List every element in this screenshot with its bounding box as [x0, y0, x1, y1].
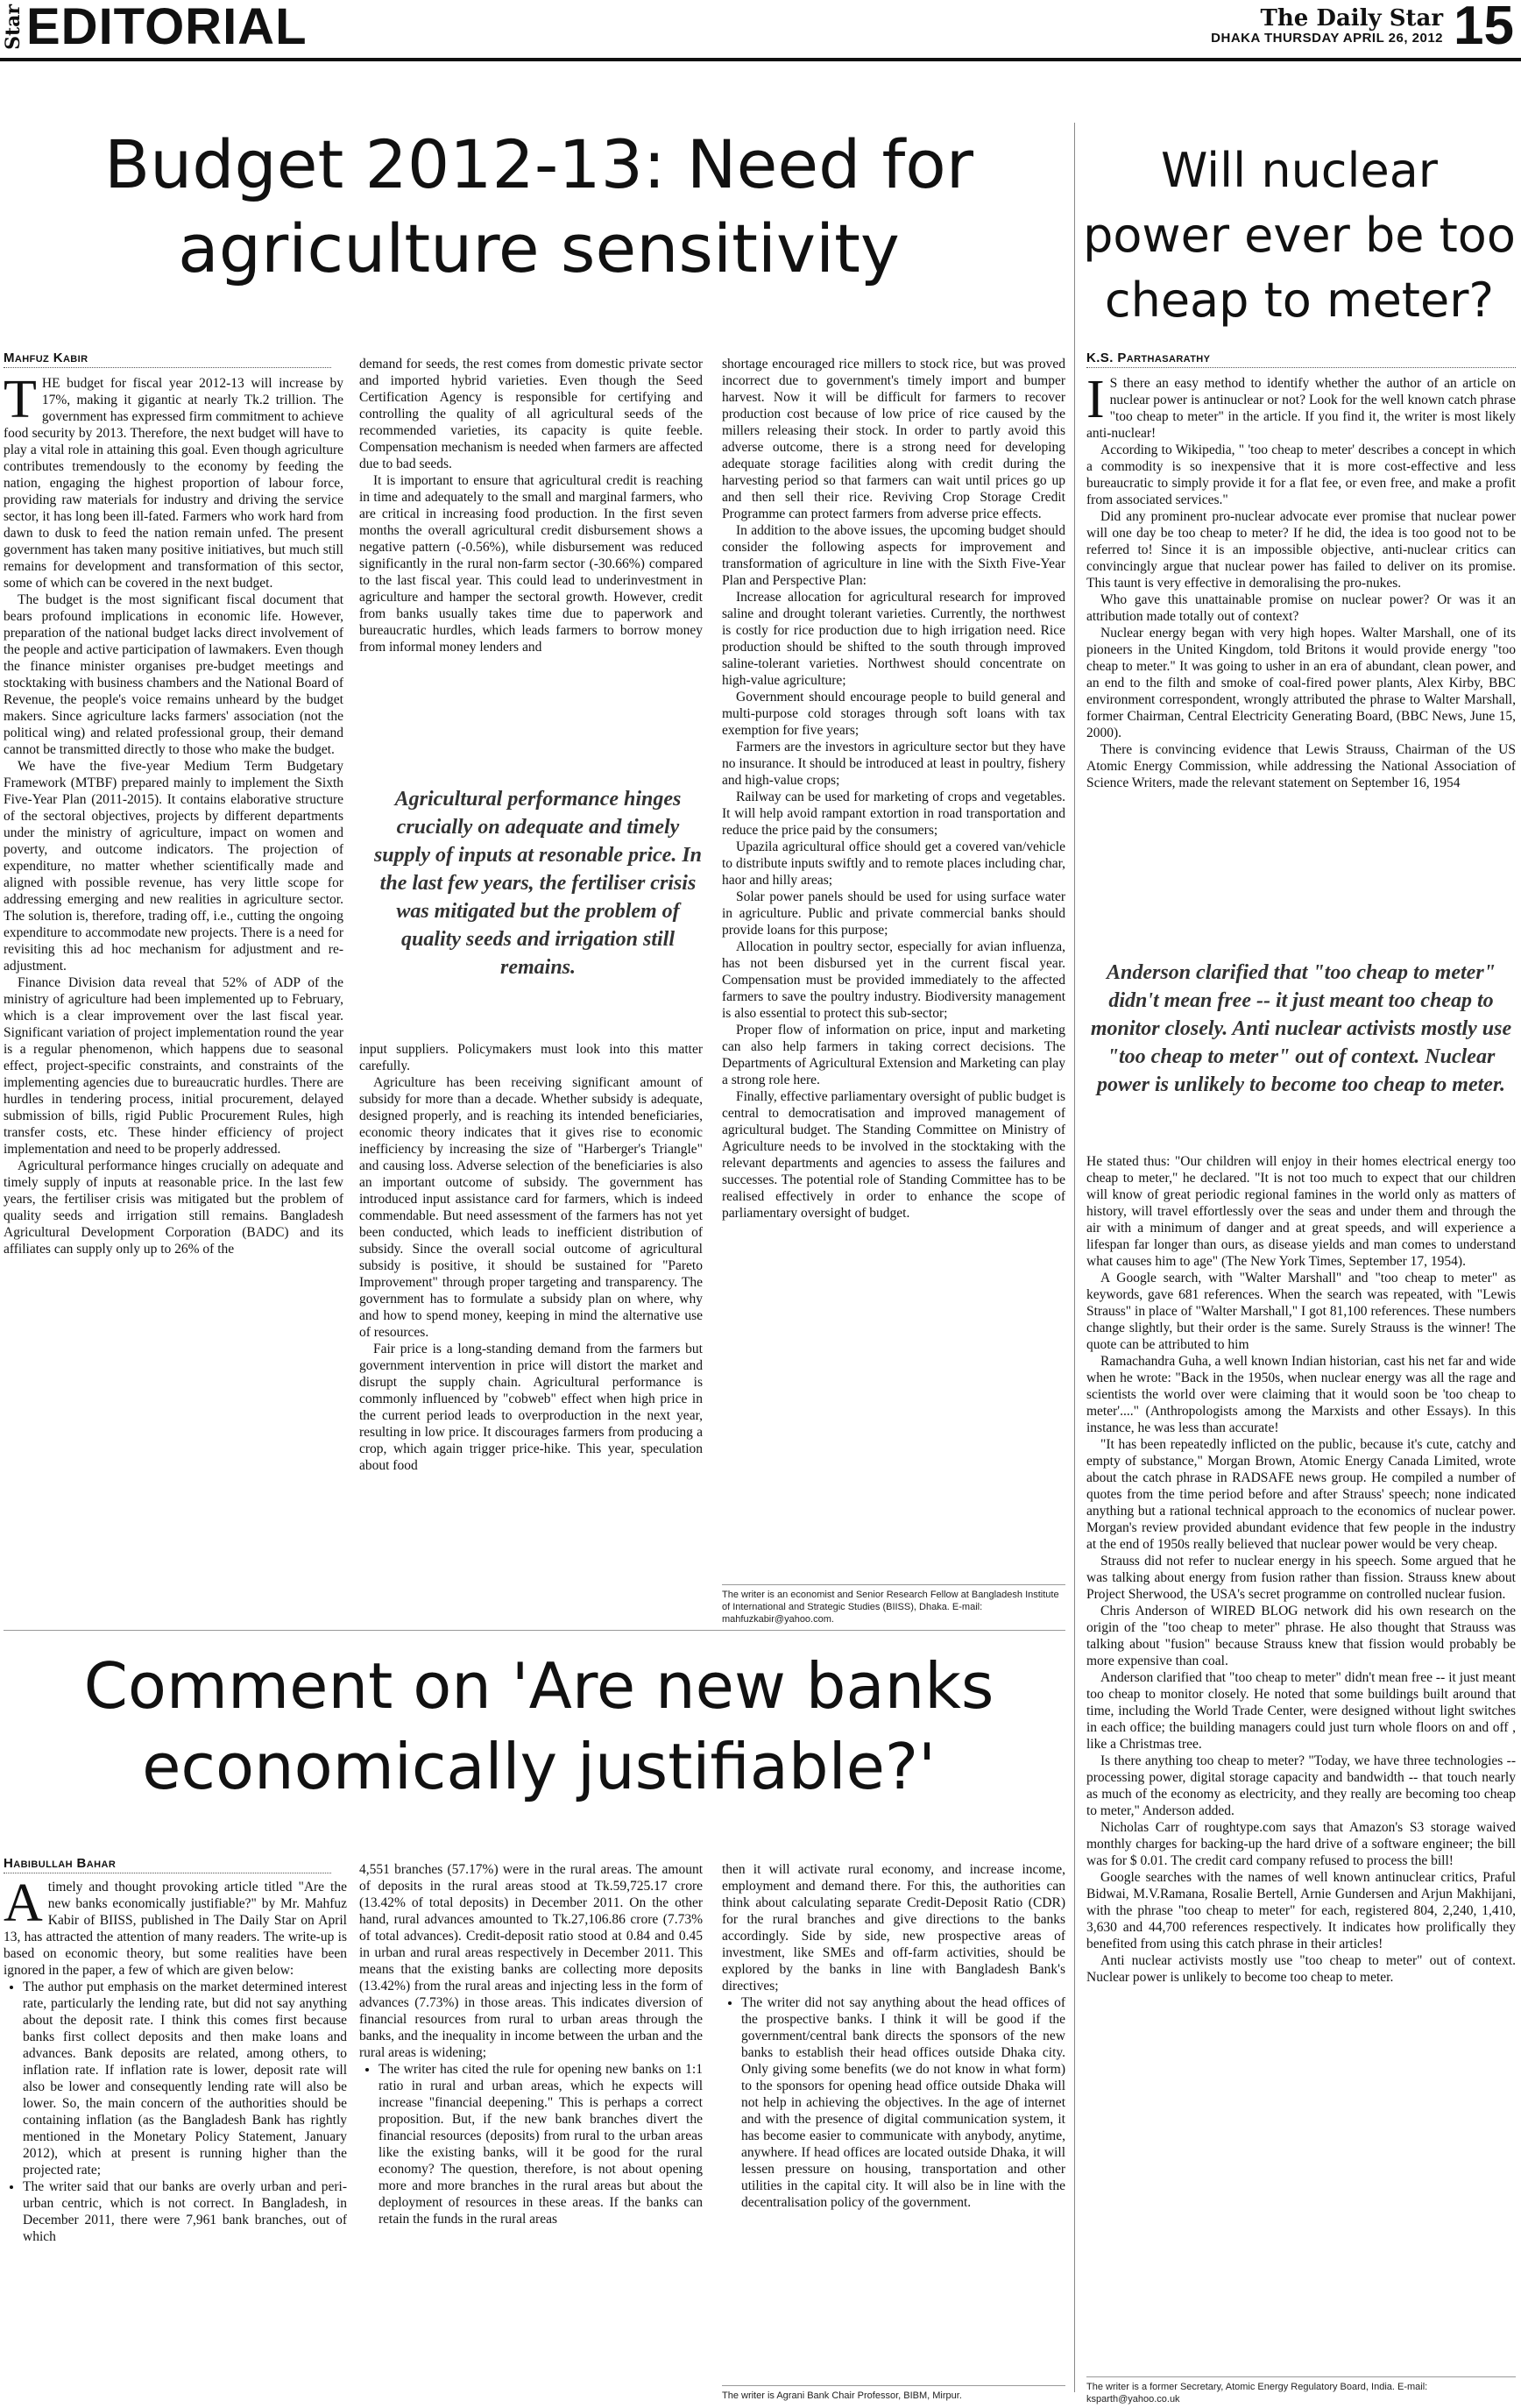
- paragraph: demand for seeds, the rest comes from domestic private sector and imported hybrid varieties. Even though the Seed Certification Agency is responsible for certifying and controlling the quality of all agricultural seeds of the recommended varieties, its capacity is quite feeble. Compensation mechanism is needed when farmers are affected due to bad seeds.: [359, 357, 703, 471]
- paragraph: Allocation in poultry sector, especially for avian influenza, has not been disbursed yet in the current fiscal year. Compensation must be provided immediately to the affected farmers to save the poultry industry. Biodiversity management is also essential to protect this sub-sector;: [722, 939, 1065, 1021]
- column-divider: [1074, 123, 1075, 2392]
- paragraph: 4,551 branches (57.17%) were in the rural areas. The amount of deposits in the rural areas stood at Tk.59,725.17 crore (13.42% of total deposits) in December 2011. On the other hand, rural advances amounted to Tk.27,106.86 crore (7.73% of total advances). Credit-deposit ratio stood at 0.84 and 0.45 in urban and rural areas respectively in December 2011. This means that the existing banks are collecting more deposits (13.42%) from the rural areas and injecting less in the form of advances (7.73%) in those areas. This indicates diversion of financial resources from rural to urban areas through the banks, and the inequality in income between the urban and the rural areas is widening;: [359, 1862, 703, 2060]
- article1-col2-top: [359, 356, 703, 750]
- paragraph: Google searches with the names of well known antinuclear critics, Praful Bidwai, M.V.Ramana, Rosalie Bertell, Arnie Gundersen and Arjun Makhijani, with the phrase "too cheap to meter" for each, registered 804, 2,240, 1,410, 3,630 and 44,700 references respectively. It indicates how prolifically they benefited from using this catch phrase in their articles!: [1086, 1870, 1516, 1951]
- list-item: • The author put emphasis on the market determined interest rate, particularly the lending rate, but did not say anything about the deposit rate. I think this comes first because banks first collect deposits and then make loans and advances. Bank deposits are related, among others, to inflation rate. If inflation rate is lower, deposit rate will also be lower and consequently lending rate will also be lower. So, the main concern of the authorities should be containing inflation (as the Bangladesh Bank has rightly mentioned in the Monetary Policy Statement, January 2012), which at present is running higher than the projected rate;: [23, 1979, 347, 2178]
- paragraph: There is convincing evidence that Lewis Strauss, Chairman of the US Atomic Energy Commission, while addressing the National Association of Science Writers, made the relevant statement on September 16, 1954: [1086, 742, 1516, 790]
- paragraph: A Google search, with "Walter Marshall" and "too cheap to meter" as keywords, gave 681 references. When the search was repeated, with "Lewis Strauss" in place of "Walter Marshall," I got 81,100 references. These numbers change slightly, but their order is the same. Surely Strauss is the winner! The quote can be attributed to him: [1086, 1271, 1516, 1352]
- paragraph: Agricultural performance hinges crucially on adequate and timely supply of inputs at reasonable price. In the last few years, the fertiliser crisis was mitigated but the problem of quality seeds and irrigation still remains. Bangladesh Agricultural Development Corporation (BADC) and its affiliates can supply only up to 26% of the: [4, 1158, 343, 1257]
- paragraph: According to Wikipedia, " 'too cheap to meter' describes a concept in which a commodity is so inexpensive that it is more cost-effective and less bureaucratic to simply provide it for a flat fee, or even free, and make a profit from associated services.": [1086, 443, 1516, 507]
- paragraph: Finance Division data reveal that 52% of ADP of the ministry of agriculture had been implemented up to February, which is a clear improvement over the last fiscal year. Significant variation of project implementation round the year is a regular phenomenon, which happens due to seasonal effect, project-specific constraints, and constraints of the implementing agencies due to bureaucratic hurdles. There are hurdles in tendering process, initial procurement, delayed submission of bills, rigid Public Procurement Rules, high transfer costs, etc. These hinder efficiency of project implementation and need to be properly addressed.: [4, 975, 343, 1157]
- drop-cap: I: [1086, 375, 1105, 429]
- list-item: • The writer did not say anything about the head offices of the prospective banks. I think it will be good if the government/central bank directs the sponsors of the new banks to establish their head offices outside Dhaka city. Only giving some benefits (we do not know in what form) to the sponsors for opening head office outside Dhaka will not help in achieving the objectives. In the age of internet and with the presence of digital communication system, it has become easier to communicate with anybody, anytime, anywhere. If head offices are located outside Dhaka, it will lessen pressure on housing, transportation and other utilities in the capital city. It will also be in line with the decentralisation policy of the government.: [741, 1994, 1065, 2211]
- paragraph: Anti nuclear activists mostly use "too cheap to meter" out of context. Nuclear power is unlikely to become too cheap to meter.: [1086, 1953, 1516, 1985]
- article1-byline: Mahfuz Kabir: [4, 351, 331, 368]
- masthead-right: [1211, 0, 1514, 54]
- bullet-list: [4, 1979, 347, 2245]
- star-logo: Star: [2, 4, 25, 50]
- article1-author-note: The writer is an economist and Senior Research Fellow at Bangladesh Institute of International and Strategic Studies (BIISS), Dhaka. E-mail: mahfuzkabir@yahoo.com.: [722, 1584, 1065, 1625]
- article2-byline: Habibullah Bahar: [4, 1856, 331, 1873]
- paragraph: In addition to the above issues, the upcoming budget should consider the following aspects for improvement and transformation of agriculture in line with the Sixth Five-Year Plan and Perspective Plan:: [722, 523, 1065, 588]
- paragraph: Ramachandra Guha, a well known Indian historian, cast his net far and wide when he wrote: "Back in the 1950s, when nuclear energy was all the rage and scientists the world over were claiming that it would soon be 'too cheap to meter'...." (Anthropologists among the Marxists and other Essays). In this instance, he was less than accurate!: [1086, 1354, 1516, 1435]
- article3-byline: K.S. Parthasarathy: [1086, 351, 1516, 368]
- masthead-rule: [0, 58, 1521, 61]
- paragraph: then it will activate rural economy, and increase income, employment and demand there. For this, the authorities can think about calculating separate Credit-Deposit Ratio (CDR) for the rural branches and give directions to the banks accordingly. Side by side, new prospective areas of investment, like SMEs and off-farm activities, should be explored by the banks in line with Bangladesh Bank's directives;: [722, 1862, 1065, 1994]
- paragraph: Railway can be used for marketing of crops and vegetables. It will help avoid rampant extortion in road transportation and reduce the price paid by the consumers;: [722, 790, 1065, 838]
- article2-headline: Comment on 'Are new banks economically justifiable?': [83, 1649, 994, 1803]
- article2-col1: [4, 1879, 347, 2408]
- article1-headline: Budget 2012-13: Need for agriculture sensitivity: [103, 125, 974, 287]
- paragraph: Did any prominent pro-nuclear advocate ever promise that nuclear power will one day be too cheap to meter? If he did, the idea is too good not to be referred to! Since it is an impossible objective, anti-nuclear critics can convincingly argue that nuclear power has failed to deliver on its promise. This taunt is very effective in demoralising the pro-nukes.: [1086, 509, 1516, 591]
- paragraph: Proper flow of information on price, input and marketing can also help farmers in taking correct decisions. The Departments of Agricultural Extension and Marketing can play a strong role here.: [722, 1023, 1065, 1087]
- article3-headline: Will nuclear power ever be too cheap to meter?: [1083, 143, 1516, 328]
- paragraph: shortage encouraged rice millers to stock rice, but was proved incorrect due to government's timely import and bumper harvest. Now it will be difficult for farmers to recover production cost because of low price of rice caused by the millers releasing their stock. In order to partly avoid this adverse outcome, there is a strong need for developing adequate storage facilities along with credit during the harvesting period so that farmers can wait until prices go up and then sell their rice. Reviving Crop Storage Credit Programme can protect farmers from adverse price effects.: [722, 357, 1065, 521]
- article1-lead-paragraph: THE budget for fiscal year 2012-13 will increase by 17%, making it gigantic at nearly Tk.2 trillion. The government has expressed firm commitment to achieve food security by 2013. Therefore, the next budget will have to play a vital role in attaining this goal. Even though agriculture contributes tremendously to the economy by feeding the nation, engaging the highest proportion of labour force, providing raw materials for industry and driving the service sector, it has long been ill-fated. Farmers who work hard from dawn to dusk to feed the nation remain unfed. The present government has taken many positive initiatives, but much still remains for development and transformation of this sector, some of which can be covered in the next budget.: [4, 375, 343, 591]
- paragraph: Fair price is a long-standing demand from the farmers but government intervention in price will distort the market and disrupt the supply chain. Agricultural performance is commonly influenced by "cobweb" effect when high price in the current period leads to overproduction in the next year, resulting in low price. It discourages farmers from producing a crop, which again trigger price-hike. This year, speculation about food: [359, 1342, 703, 1473]
- article1-pull-quote: Agricultural performance hinges crucially on adequate and timely supply of inputs at resonable price. In the last few years, the fertiliser crisis was mitigated but the problem of quality seeds and irrigation still remains.: [373, 788, 703, 979]
- paper-meta: [1211, 6, 1443, 54]
- paragraph: "It has been repeatedly inflicted on the public, because it's cute, catchy and empty of substance," Morgan Brown, Atomic Energy Canada Limited, wrote about the catch phrase in RADSAFE news group. He compiled a number of quotes from the time period before and after Strauss' speech; none indicated anything but a rational technical approach to the economics of nuclear power. Morgan's review provided abundant evidence that few people in the industry at the end of 1950s really believed that nuclear power would be very cheap.: [1086, 1437, 1516, 1552]
- list-item: • The writer said that our banks are overly urban and peri-urban centric, which is not correct. In Bangladesh, in December 2011, there were 7,961 bank branches, out of which: [23, 2178, 347, 2245]
- article2-author-note: The writer is Agrani Bank Chair Professor, BIBM, Mirpur.: [722, 2385, 1065, 2402]
- bullet-list: [359, 2061, 703, 2227]
- paragraph: It is important to ensure that agricultural credit is reaching in time and adequately to the small and marginal farmers, who are critical in increasing food production. In the first seven months the overall agricultural credit disbursement shows a negative pattern (-0.56%), while disbursement was reduced significantly in the rural non-farm sector (-30.66%) compared to the last fiscal year. This could lead to underinvestment in agriculture and hamper the sectoral growth. However, credit from banks usually takes time due to paperwork and bureaucratic hurdles, which leads farmers to borrow money from informal money lenders and: [359, 473, 703, 655]
- paper-date: DHAKA THURSDAY APRIL 26, 2012: [1211, 31, 1444, 46]
- paragraph: Government should encourage people to build general and multi-purpose cold storages through soft loans with tax exemption for five years;: [722, 690, 1065, 738]
- article-separator: [4, 1630, 1065, 1631]
- page-number: 15: [1454, 0, 1514, 56]
- paragraph: Who gave this unattainable promise on nuclear power? Or was it an attribution made totally out of context?: [1086, 592, 1516, 624]
- paragraph: Nicholas Carr of roughtype.com says that Amazon's S3 storage waived monthly charges for backing-up the hard drive of a software engineer; the bill was for $ 0.01. The credit card company refused to process the bill!: [1086, 1820, 1516, 1868]
- paragraph: Agriculture has been receiving significant amount of subsidy for more than a decade. Whether subsidy is adequate, designed properly, and is reaching its intended beneficiaries, economic theory indicates that it gives rise to economic inefficiency by increasing the size of "Harberger's Triangle" and causing loss. Adverse selection of the beneficiaries is also an important outcome of subsidy. The government has introduced input assistance card for farmers, which is indeed commendable. But need assessment of the farmers has not yet been conducted, which leads to inefficient distribution of subsidy. Since the overall social outcome of agricultural subsidy is positive, it should be sustained for "Pareto Improvement" through proper targeting and transparency. The government has to formulate a subsidy plan on where, why and how to spend money, keeping in mind the alternative use of resources.: [359, 1075, 703, 1340]
- paragraph: We have the five-year Medium Term Budgetary Framework (MTBF) prepared mainly to implement the Sixth Five-Year Plan (2011-2015). It contains elaborative structure of the sectoral objectives, projects by different departments under the ministry of agriculture, impact on women and poverty, and outcome indicators. The projection of expenditure, no matter whether scientifically made and aligned with possible revenue, has very little scope for addressing emerging and new realities in agriculture sector. The solution is, therefore, trading off, i.e., cutting the ongoing expenditure to accommodate new projects. There is a need for revisiting this ad hoc mechanism for adjustment and re-adjustment.: [4, 759, 343, 974]
- article1-col1: [4, 375, 343, 1595]
- article3-col-top: [1086, 375, 1516, 929]
- bullet-list: [722, 1994, 1065, 2211]
- paragraph: The budget is the most significant fiscal document that bears profound implications in economic life. However, preparation of the national budget lacks direct involvement of the people and active participation of lawmakers. Even though the finance minister organises pre-budget meetings and stocktaking with business chambers and the National Board of Revenue, the people's voice remains unheard by the budget makers. Since agriculture lacks farmers' association (not the political wing) and related professional group, their demand cannot be transmitted directly to those who make the budget.: [4, 592, 343, 757]
- paragraph: Chris Anderson of WIRED BLOG network did his own research on the origin of the "too cheap to meter" phrase. He also thought that Strauss was talking about "fusion" because Strauss knew that fission would probably be more expensive than coal.: [1086, 1604, 1516, 1668]
- paragraph: Farmers are the investors in agriculture sector but they have no insurance. It should be introduced at least in poultry, fishery and high-value crops;: [722, 740, 1065, 788]
- paragraph: Increase allocation for agricultural research for improved saline and drought tolerant varieties. Currently, the northwest is costly for rice production due to high irrigation need. Rice production should be shifted to the south through improved saline-tolerant varieties. Northwest should concentrate on high-value agriculture;: [722, 590, 1065, 688]
- paragraph: Anderson clarified that "too cheap to meter" didn't mean free -- it just meant too cheap to monitor closely. He noted that some buildings built around that time, including the World Trade Center, were designed without light switches in each office; the building managers could just turn whole floors on and off , like a Christmas tree.: [1086, 1670, 1516, 1752]
- list-item: • The writer has cited the rule for opening new banks on 1:1 ratio in rural and urban areas, which he expects will increase "financial deepening." This is perhaps a correct proposition. But, if the new bank branches divert the financial resources (deposits) from rural to the urban areas like the existing banks, will it be good for the rural economy? The question, therefore, is not about opening more and more branches in the rural areas but about the deployment of resources in these areas. If the banks can retain the funds in the rural areas: [378, 2061, 703, 2227]
- paragraph: Finally, effective parliamentary oversight of public budget is central to democratisation and improved management of agricultural budget. The Standing Committee on Ministry of Agriculture needs to be involved in the stocktaking with the relevant departments and agencies to assess the failures and successes. The potential role of Standing Committee has to be realised effectively in order to enhance the scope of parliamentary oversight of budget.: [722, 1089, 1065, 1221]
- article3-col-bottom: [1086, 1153, 1516, 2380]
- article3-author-note: The writer is a former Secretary, Atomic Energy Regulatory Board, India. E-mail: ksparth@yahoo.co.uk: [1086, 2376, 1516, 2405]
- paragraph: He stated thus: "Our children will enjoy in their homes electrical energy too cheap to meter," he declared. "It is not too much to expect that our children will know of great periodic regional famines in the world only as matters of history, will travel effortlessly over the seas and under them and through the air with a minimum of danger and at great speeds, and will experience a lifespan far longer than ours, as disease yields and man comes to understand what causes him to age" (The New York Times, September 17, 1954).: [1086, 1154, 1516, 1269]
- paper-name: The Daily Star: [1260, 5, 1444, 32]
- article2-col2: [359, 1861, 703, 2404]
- section-title: EDITORIAL: [26, 0, 308, 55]
- article2-lead-paragraph: Atimely and thought provoking article titled "Are the new banks economically justifiable?" by Mr. Mahfuz Kabir of BIISS, published in The Daily Star on April 13, has attracted the attention of many readers. The write-up is based on economic theory, but some realities have been ignored in the paper, a few of which are given below:: [4, 1879, 347, 1978]
- paragraph: Solar power panels should be used for using surface water in agriculture. Public and private commercial banks should provide loans for this purpose;: [722, 889, 1065, 938]
- article2-col3: [722, 1861, 1065, 2382]
- paragraph: Is there anything too cheap to meter? "Today, we have three technologies -- processing power, digital storage capacity and bandwidth -- that touch nearly as much of the economy as electricity, and they really are becoming too cheap to meter," Anderson added.: [1086, 1753, 1516, 1818]
- paragraph: Upazila agricultural office should get a covered van/vehicle to distribute inputs swiftly and to remote places including char, haor and hilly areas;: [722, 839, 1065, 888]
- article1-col2-bottom: [359, 1041, 703, 1626]
- article3-lead-paragraph: I S there an easy method to identify whether the author of an article on nuclear power is antinuclear or not? Look for the well known catch phrase "too cheap to meter" in the article. If you find it, the writer is most likely anti-nuclear!: [1086, 375, 1516, 441]
- masthead-left: [4, 0, 308, 54]
- drop-cap: A: [4, 1879, 43, 1933]
- paragraph: input suppliers. Policymakers must look into this matter carefully.: [359, 1042, 703, 1073]
- paragraph: Strauss did not refer to nuclear energy in his speech. Some argued that he was talking about energy from fusion rather than fission. Strauss knew about Project Sherwood, the USA's secret programme on controlled nuclear fusion.: [1086, 1554, 1516, 1602]
- article1-col3: [722, 356, 1065, 1556]
- drop-cap: T: [4, 375, 37, 429]
- paragraph: Nuclear energy began with very high hopes. Walter Marshall, one of its pioneers in the United Kingdom, told Britons it would provide energy "too cheap to meter." It was going to usher in an era of abundant, clean power, and an end to the filth and smoke of coal-fired power plants, Alex Kirby, BBC environment correspondent, wrongly attributed the phrase to Walter Marshall, former Chairman, Central Electricity Generating Board, (BBC News, June 15, 2000).: [1086, 626, 1516, 740]
- article3-pull-quote: Anderson clarified that "too cheap to meter" didn't mean free -- it just meant too cheap to monitor closely. Anti nuclear activists mostly use "too cheap to meter" out of context. Nuclear power is unlikely to become too cheap to meter.: [1090, 961, 1512, 1096]
